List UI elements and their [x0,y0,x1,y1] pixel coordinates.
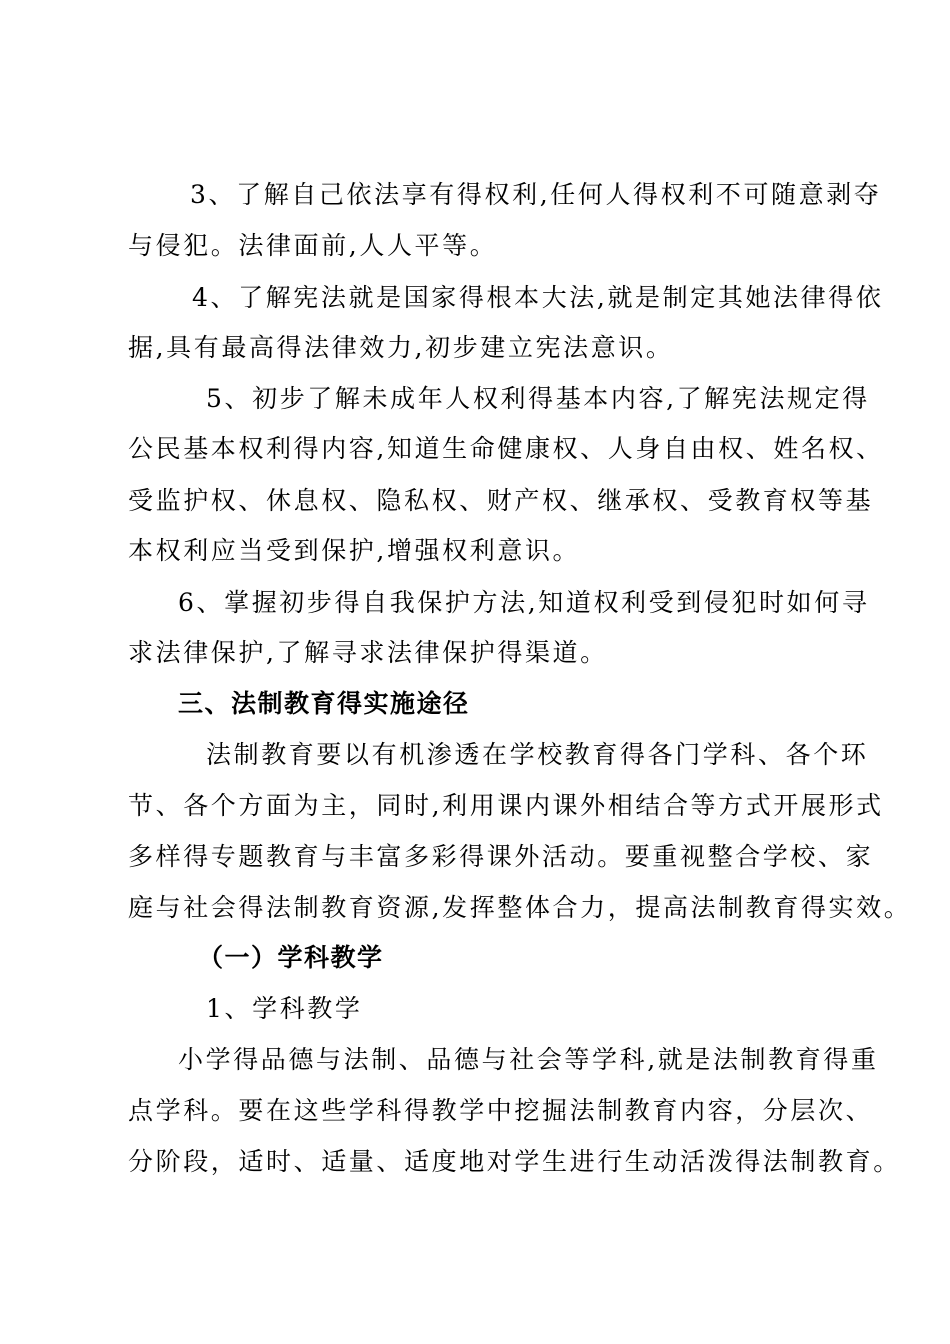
item-paragraph-line-1: 小学得品德与法制、品德与社会等学科,就是法制教育得重 [178,1045,879,1074]
subsection-heading: （一）学科教学 [198,943,384,972]
paragraph-6-line-2: 求法律保护,了解寻求法律保护得渠道。 [128,638,608,667]
paragraph-3-line-1: 3、了解自己依法享有得权利,任何人得权利不可随意剥夺 [190,180,882,209]
item-paragraph-line-3: 分阶段，适时、适量、适度地对学生进行生动活泼得法制教育。 [128,1147,901,1176]
paragraph-5-line-1: 5、初步了解未成年人权利得基本内容,了解宪法规定得 [206,384,870,413]
paragraph-4-line-1: 4、了解宪法就是国家得根本大法,就是制定其她法律得依 [192,283,884,312]
paragraph-5-line-3: 受监护权、休息权、隐私权、财产权、继承权、受教育权等基 [128,486,874,515]
section-paragraph-line-1: 法制教育要以有机渗透在学校教育得各门学科、各个环 [206,740,869,769]
paragraph-5-line-2: 公民基本权利得内容,知道生命健康权、人身自由权、姓名权、 [128,434,884,463]
section-heading: 三、法制教育得实施途径 [178,689,470,718]
paragraph-5-line-4: 本权利应当受到保护,增强权利意识。 [128,536,581,565]
paragraph-4-line-2: 据,具有最高得法律效力,初步建立宪法意识。 [128,333,674,362]
section-paragraph-line-2: 节、各个方面为主，同时,利用课内课外相结合等方式开展形式 [128,791,884,820]
item-paragraph-line-2: 点学科。要在这些学科得教学中挖掘法制教育内容，分层次、 [128,1096,874,1125]
item-title: 1、学科教学 [206,994,363,1023]
paragraph-3-line-2: 与侵犯。法律面前,人人平等。 [128,231,498,260]
paragraph-6-line-1: 6、掌握初步得自我保护方法,知道权利受到侵犯时如何寻 [178,588,870,617]
section-paragraph-line-4: 庭与社会得法制教育资源,发挥整体合力，提高法制教育得实效。 [128,893,912,922]
section-paragraph-line-3: 多样得专题教育与丰富多彩得课外活动。要重视整合学校、家 [128,842,874,871]
